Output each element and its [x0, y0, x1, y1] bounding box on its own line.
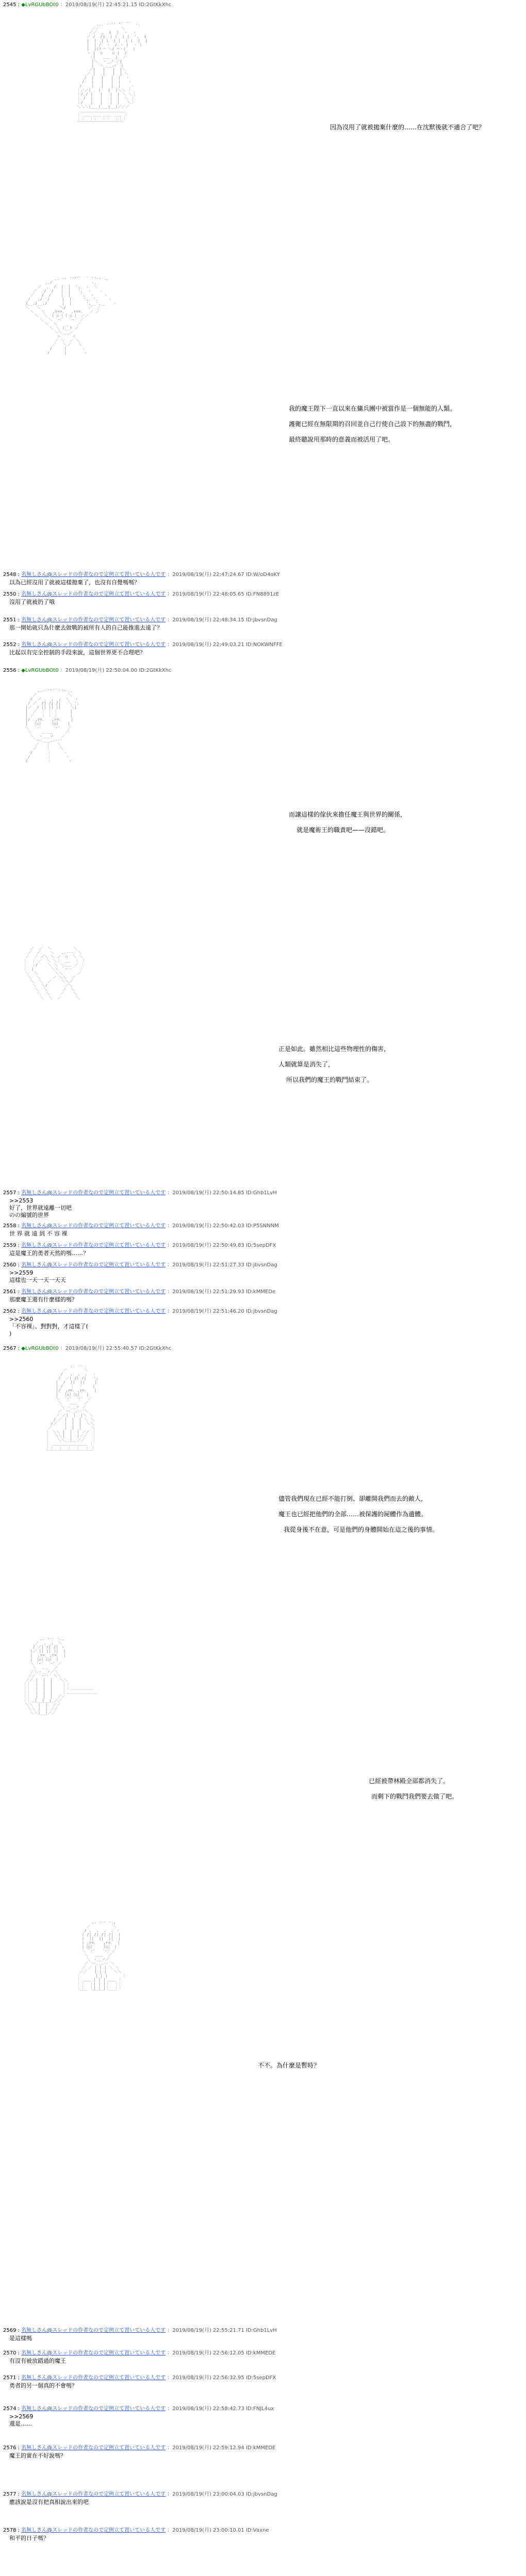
- ascii-art-figure: ,. -‐‐ -., ／ , , ＼ / ／| /| /| ヽ |／ || || || | | ,r=､ ,r=､ | | ｛○｝｛○｝ | ＼ `ｰ' `ｰ' ／ ＼ ＿＿ ／ ／＼ヽ__ノ／＼ ／／ ｀ｰ-‐´ ＼＼ ／／ | | | ＼＼ ｜｜ | | | ｜｜ ｜｜ | | | ｜｜＿＿＿＿＿＿ ｜｜ | | | ｜＿＿＿＿＿＿＿＿ ｜｜ | | | ／／ ｜｜＿|__|__|_／／ ＼＼ | | ／／ ＼＼ | | ／／ ＼＼|__|／／: [23, 1637, 97, 1715]
- author-name[interactable]: 名無しさん@スレッドの作者なので定例立て置いている人です: [21, 642, 166, 648]
- post-header: [3, 642, 283, 648]
- post-meta: ：2019/08/19(月) 22:48:34.15 ID:jbvsnDag: [167, 617, 277, 623]
- post-header: [3, 668, 171, 674]
- post-body: 魔王的實在不好說嗎？: [9, 2452, 66, 2459]
- post-body: 沒用了就被扔了哦: [9, 599, 55, 605]
- ascii-art-figure: ,.. -‐'' "´ ￣` ヽ、 ／／ ＼ ／／ , i | ヽ ヽ ／ / /| | | | | ', i | | | | | | | | | | | | / ヽ / ヽ | ヽ | | |(ﾘ ⌒ ＼/ ⌒ヽ| | ヽ | ○ ○ | / ヽ| ＿＿ | ／ |＼ ヽ__ﾉ ／| | ｀ｰ､___,ｨ´ | ／| | | |＼ ／ | | | | ＼ / | | | | ヽ / | | | | ヽ / | | | | ヽ ｜／／| | | |＼＼ ｜ ｜/ / | | | | ＼ ＼｜ ｜ / | | | | ＼ ｜ ｜/ | | | | ＼｜ ＼＼＼|___|___|__|／／／ ＿＿＿＿＿＿＿＿＿＿＿＿ ｜ ＿＿ ＿＿ ＿＿ ＿＿ ｜ ｜｜ ｜｜ ｜｜ ｜｜｜ ￣￣￣￣￣￣￣￣￣￣￣￣: [77, 22, 148, 125]
- post-meta: ：2019/08/19(月) 22:48:05.65 ID:FN8891zE: [167, 591, 280, 597]
- dialog-line: 人類就算是消失了，: [278, 1061, 335, 1068]
- post-number: 2548 :: [3, 572, 20, 578]
- post-body: >>2569 還是……: [9, 2413, 34, 2427]
- ascii-art-figure: ／ ／ ＼ ＼ ／ ／ ＼ ,.-‐-､ ＼ ／ ／ ／＼ ＼ ／ ○ ＼ ＼ ｜ ｜ ／ ＼ ＼｜ ___ ｜ ｜ ｜ ｜/ ＼ ＼ ＼＿＿ ／ ｜ ｜ | ＼＼ ｀ｰ-‐´ ｜ ＼ ＼ ＼＼ ／ ＼ ＼ ／ ＼＼ ／ ＼ ＼ ／ ＼＼／ ＼ ＼/ ／＼ ＼ ＼ ／ ＼ ＼ ＼ ／ ＼ ＼ ＼ ／ ＼: [23, 946, 86, 1000]
- post-header: [3, 2528, 269, 2534]
- author-trip[interactable]: ◆LvRGUbBOt0: [21, 2, 59, 8]
- dialog-line: 不不。為什麼是暫時？: [258, 2062, 320, 2069]
- post-body: 以為已經沒用了就被這樣拋棄了，也沒有自覺嗎嗎？: [9, 579, 140, 586]
- post-body: 有沒有被放錯過的魔王: [9, 2358, 66, 2364]
- post-number: 2550 :: [3, 591, 20, 597]
- post-meta: ：2019/08/19(月) 22:50:42.03 ID:P5SNNNM: [167, 1223, 279, 1229]
- author-name[interactable]: 名無しさん@スレッドの作者なので定例立て置いている人です: [21, 2528, 166, 2533]
- post-body: 是這樣嗎: [9, 2335, 32, 2342]
- post-header: [3, 1223, 279, 1229]
- dialog-line: 而剩下的戰鬥我們要去做了吧。: [371, 1793, 458, 1800]
- dialog-line: 我從身後不在意，可是他們的身體開始在這之後的事情。: [284, 1526, 439, 1533]
- post-meta: ：2019/08/19(月) 22:47:24.67 ID:W/oD4oKY: [167, 572, 280, 578]
- ascii-art-figure: ,. -‐‐ -., ／ ＼ / , , , , ヽ | /| /| /| /| | | || || || | | ,r=､ ,r=､ | |｛○｝ ｛○｝ | ＼ `ｰ' `ｰ' ／ ＼ ＿＿ ／ ＼ ヽ__ノ／ ／｀ｰ-､_,-‐´＼ ／ ／ | | | ＼ ＼ ／／ | | | ＼＼ ｜ | | | ｜ ｜ ＿＿ | | | ＿＿ ｜ ｜｜ ｜| | |｜ ｜｜ ｜｜ ｜| | |｜ ｜｜ ￣￣ ￣￣￣ ￣￣: [77, 1920, 126, 1994]
- dialog-line: 而讓這樣的傢伙來擔任魔王與世界的關係，: [289, 811, 407, 818]
- post-header: [3, 2492, 277, 2498]
- post-meta: ：2019/08/19(月) 22:56:32.95 ID:5sepDFX: [167, 2375, 276, 2381]
- author-name[interactable]: 名無しさん@スレッドの作者なので定例立て置いている人です: [21, 1190, 166, 1196]
- post-meta: ：2019/08/19(月) 22:45:21.15 ID:2GtKkXhc: [60, 2, 172, 8]
- post-number: 2559 :: [3, 1243, 20, 1248]
- post-header: [3, 1243, 276, 1249]
- dialog-line: 儘管我們現在已經不能打倒、卻離開我們而去的敵人，: [278, 1495, 428, 1502]
- post-body: 和平的日子嗎？: [9, 2535, 49, 2541]
- author-name[interactable]: 名無しさん@スレッドの作者なので定例立て置いている人です: [21, 2350, 166, 2356]
- post-header: [3, 2445, 275, 2451]
- post-header: [3, 1289, 275, 1295]
- dialog-line: 魔王也已經把他們的全部……被保護的屍體作為遺體。: [278, 1511, 428, 1518]
- post-meta: ：2019/08/19(月) 22:50:49.83 ID:5sepDFX: [167, 1243, 276, 1248]
- ascii-art-figure: ,.-''"￣`''ｰ-.、 ／ ＼ / ／ , , , ＼ ヽ / ／ /| /| /| ＼ ', |／ / || || || ＼| | ／ ｜ ｜ ｜ | | ／ ｜ ｜ ｜ | |/ ,r=､ ,r=､ | | ｛○｝ ｛○｝ | ＼ `ｰ' `ｰ' ／ ＼ ＿＿＿ ／ ＼ ヽ___ノ ／ ｀ｰ-､___,.-‐' ／ ｜ ＼ ／ ｜ ＼ / ｜ ヽ / ｜ ヽ / ｜ ヽ: [25, 689, 80, 763]
- author-name[interactable]: 名無しさん@スレッドの作者なので定例立て置いている人です: [21, 1243, 166, 1248]
- dialog-line: 護衛已經在無限期的召回並自己行使自己設下的無盡的戰鬥，: [289, 420, 456, 428]
- post-body: 應該說是沒有把真相說出來的吧: [9, 2499, 89, 2505]
- post-meta: ：2019/08/19(月) 22:56:12.05 ID:kMMEDE: [167, 2350, 276, 2356]
- post-meta: ：2019/08/19(月) 22:51:29.93 ID:kMMEDe: [167, 1289, 276, 1295]
- post-header: [3, 1190, 277, 1196]
- dialog-line: 正是如此。雖然相比這些物理性的傷害，: [278, 1045, 390, 1053]
- post-number: 2570 :: [3, 2350, 20, 2356]
- author-name[interactable]: 名無しさん@スレッドの作者なので定例立て置いている人です: [21, 2492, 166, 2497]
- author-name[interactable]: 名無しさん@スレッドの作者なので定例立て置いている人です: [21, 1309, 166, 1314]
- author-trip[interactable]: ◆LvRGUbBOt0: [21, 668, 59, 673]
- post-body: 那麼魔王還有什麼樣的嗎？: [9, 1296, 77, 1303]
- post-body: >>2559 這樣也一天一天一天天: [9, 1269, 66, 1283]
- author-name[interactable]: 名無しさん@スレッドの作者なので定例立て置いている人です: [21, 2328, 166, 2333]
- post-number: 2560 :: [3, 1262, 20, 1268]
- post-number: 2562 :: [3, 1309, 20, 1314]
- post-meta: ：2019/08/19(月) 23:00:10.01 ID:Vaxne: [167, 2528, 269, 2533]
- post-number: 2558 :: [3, 1223, 20, 1229]
- post-body: 比起以有完全控制的手段來說，這個世界更不合理吧？: [9, 649, 145, 656]
- post-meta: ：2019/08/19(月) 22:55:21.71 ID:Ghb1LvH: [167, 2328, 277, 2333]
- post-meta: ：2019/08/19(月) 22:51:46.20 ID:jbvsnDag: [167, 1309, 277, 1314]
- post-body: 勇者的另一個真的不會嗎？: [9, 2382, 77, 2389]
- post-number: 2577 :: [3, 2492, 20, 2497]
- post-meta: ：2019/08/19(月) 22:50:04.00 ID:2GtKkXhc: [60, 668, 172, 673]
- post-meta: ：2019/08/19(月) 22:51:27.33 ID:jbvsnDag: [167, 1262, 277, 1268]
- post-body: 那一開始就只為什麼去做戰的被所有人的自己能推進去遠了？: [9, 624, 162, 631]
- post-body: 這是魔王的勇者天然的嗎……？: [9, 1250, 89, 1257]
- dialog-line: 所以我們的魔王的戰鬥結束了。: [286, 1076, 373, 1083]
- post-meta: ：2019/08/19(月) 22:55:40.57 ID:2GtKkXhc: [60, 1346, 172, 1351]
- post-body: 世 界 就 遠 到 不 容 裸: [9, 1230, 68, 1237]
- post-number: 2569 :: [3, 2328, 20, 2333]
- author-name[interactable]: 名無しさん@スレッドの作者なので定例立て置いている人です: [21, 1223, 166, 1229]
- author-trip[interactable]: ◆LvRGUbBOt0: [21, 1346, 59, 1351]
- post-header: [3, 1309, 277, 1315]
- author-name[interactable]: 名無しさん@スレッドの作者なので定例立て置いている人です: [21, 2445, 166, 2451]
- post-number: 2567 :: [3, 1346, 20, 1351]
- ascii-art-figure: ,. -‐ ''"￣ ｀` ''‐- ., ,.ｲ ヽ、 ／ , / | | ', ヽ ＼ ／ / / | | ', ヽ ヽ ／ / / | | ', ヽ ヽ / ,/ / | | ', ', ヽ /__,/__,/ | | ',__',__ ヽ ＼ ＼ ＼/ ／ ／ ＼ ＼ ,r==、 ,r==、 ／ ／ ＼ ＼ ｛ ○ ｝｛ ○ ｝ ／／ ＼ ＼ `ー´ `ー´ ／ ＼ ＼ __ ／ ＼ ＼ (__) ／ ＼＼___／ ＞ ｀´ ＜ ／ ＼ ／ ＼ ／ ＼／ ＼ / | ヽ / | ヽ: [25, 277, 117, 355]
- post-header: [3, 2406, 274, 2412]
- post-header: [3, 1346, 171, 1352]
- post-header: [3, 1262, 277, 1268]
- dialog-line: 已經被帶林殿全部都消失了。: [369, 1777, 450, 1785]
- post-number: 2557 :: [3, 1190, 20, 1196]
- post-header: [3, 2328, 277, 2334]
- post-header: [3, 572, 280, 578]
- post-number: 2578 :: [3, 2528, 20, 2533]
- author-name[interactable]: 名無しさん@スレッドの作者なので定例立て置いている人です: [21, 617, 166, 623]
- dialog-line: 最終聽說用那時的意義而被活用了吧。: [289, 436, 395, 443]
- post-number: 2561 :: [3, 1289, 20, 1295]
- post-body: >>2553 好了，世界就遠離一切吧 のの編號的世界: [9, 1197, 72, 1218]
- post-header: [3, 2, 171, 8]
- post-number: 2574 :: [3, 2406, 20, 2412]
- post-body: >>2560 「不容裸」、對對對，才這樣了( ): [9, 1316, 88, 1337]
- ascii-art-figure: ,. -‐ ､ ／ ＼ / , , , ヽ / ／| /| /| ', | / || || | | / ｜ ｜ | |/ ,r=､ ,r=､ | | ｛○｝｛○｝ | ＼ `ｰ' `ｰ' ／ ＼ ＿＿ ／ ＼ ヽ__ノ ／ ／｀ｰ-､_,-‐´＼ ／ ／| | |＼ ＼ / ／ | | | ＼ ＼ /／ | | | ＼＼ ／ | | | ＼ ｜ ＼＼ | | | ／／ ｜ ｜ ＼＼| | |／／ ｜ ｜ ＼＼__|__／／ ｜ ｜ ＿＿＿＿＿＿＿＿＿ ｜ ｜｜ ｜ ｜ ｜ ｜ ｜ ￣￣￣￣￣￣￣￣￣￣￣￣: [46, 1364, 99, 1454]
- dialog-line: 因為沒用了就被拋棄什麼的……在沈默後就不適合了吧？: [330, 124, 485, 131]
- author-name[interactable]: 名無しさん@スレッドの作者なので定例立て置いている人です: [21, 1289, 166, 1295]
- author-name[interactable]: 名無しさん@スレッドの作者なので定例立て置いている人です: [21, 2375, 166, 2381]
- post-meta: ：2019/08/19(月) 22:59:12.94 ID:kMMEDE: [167, 2445, 276, 2451]
- post-header: [3, 591, 279, 598]
- author-name[interactable]: 名無しさん@スレッドの作者なので定例立て置いている人です: [21, 572, 166, 578]
- author-name[interactable]: 名無しさん@スレッドの作者なので定例立て置いている人です: [21, 591, 166, 597]
- post-number: 2576 :: [3, 2445, 20, 2451]
- post-number: 2552 :: [3, 642, 20, 648]
- dialog-line: 我的魔王陛下一直以來在傭兵團中被當作是一個無能的人類。: [289, 405, 456, 412]
- author-name[interactable]: 名無しさん@スレッドの作者なので定例立て置いている人です: [21, 1262, 166, 1268]
- post-header: [3, 2375, 276, 2381]
- dialog-line: 就是魔術王的職責吧——沒錯吧。: [297, 826, 390, 834]
- post-meta: ：2019/08/19(月) 23:00:04.03 ID:jbvsnDag: [167, 2492, 277, 2497]
- post-header: [3, 617, 277, 623]
- author-name[interactable]: 名無しさん@スレッドの作者なので定例立て置いている人です: [21, 2406, 166, 2412]
- post-meta: ：2019/08/19(月) 22:58:42.73 ID:FNJL4ux: [167, 2406, 274, 2412]
- post-number: 2551 :: [3, 617, 20, 623]
- post-number: 2545 :: [3, 2, 20, 8]
- post-meta: ：2019/08/19(月) 22:49:03.21 ID:NOKWNFFE: [167, 642, 283, 648]
- post-header: [3, 2350, 275, 2357]
- post-meta: ：2019/08/19(月) 22:50:14.85 ID:Ghb1LvH: [167, 1190, 277, 1196]
- post-number: 2556 :: [3, 668, 20, 673]
- post-number: 2571 :: [3, 2375, 20, 2381]
